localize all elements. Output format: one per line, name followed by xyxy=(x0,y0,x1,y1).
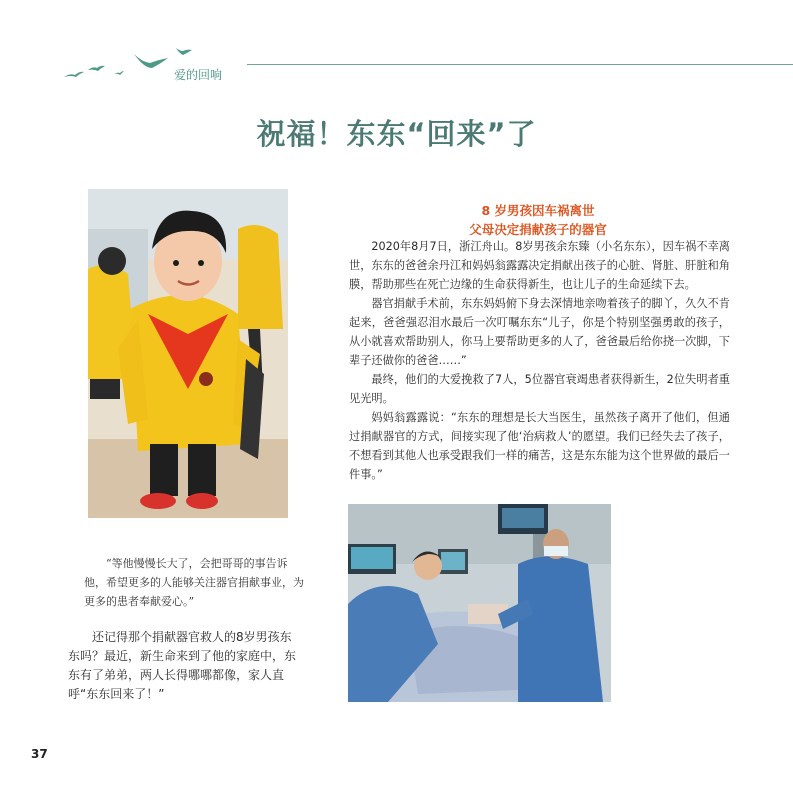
page-title: 祝福！东东“回来”了 xyxy=(256,117,537,151)
page-number: 37 xyxy=(31,747,48,761)
article-paragraph: 最终，他们的大爱挽救了7人，5位器官衰竭患者获得新生，2位失明者重见光明。 xyxy=(349,373,730,405)
article-paragraph: 器官捐献手术前，东东妈妈俯下身去深情地亲吻着孩子的脚丫，久久不肯起来，爸爸强忍泪水最后一次叮嘱东东“儿子，你是个特别坚强勇敢的孩子，从小就喜欢帮助别人，你马上要帮助更多的人了，爸爸最后给你挠一次脚，下辈子还做你的爸爸……” xyxy=(349,297,730,367)
article-subhead-1: 8 岁男孩因车祸离世 xyxy=(481,203,595,218)
quote-paragraph: “等他慢慢长大了，会把哥哥的事告诉他，希望更多的人能够关注器官捐献事业，为更多的患者奉献爱心。” xyxy=(84,557,304,608)
header-rule xyxy=(247,64,793,65)
boy-photo xyxy=(88,189,288,518)
article-body xyxy=(349,237,730,484)
intro-paragraph: 还记得那个捐献器官救人的8岁男孩东东吗？最近，新生命来到了他的家庭中，东东有了弟弟，两人长得哪哪都像，家人直呼“东东回来了！” xyxy=(68,630,297,701)
hospital-photo xyxy=(348,504,611,702)
article-paragraph: 妈妈翁露露说：“东东的理想是长大当医生，虽然孩子离开了他们，但通过捐献器官的方式，间接实现了他‘治病救人’的愿望。我们已经失去了孩子，不想看到其他人也承受跟我们一样的痛苦，这是东东能为这个世界做的最后一件事。” xyxy=(349,411,730,481)
intro-text xyxy=(68,628,300,704)
article-subhead-2: 父母决定捐献孩子的器官 xyxy=(469,222,607,237)
article-paragraph: 2020年8月7日，浙江舟山。8岁男孩余东臻（小名东东），因车祸不幸离世，东东的爸爸余丹江和妈妈翁露露决定捐献出孩子的心脏、肾脏、肝脏和角膜，帮助那些在死亡边缘的生命获得新生，也让儿子的生命延续下去。 xyxy=(349,240,730,291)
section-label: 爱的回响 xyxy=(174,68,223,82)
quote-text xyxy=(84,554,304,611)
